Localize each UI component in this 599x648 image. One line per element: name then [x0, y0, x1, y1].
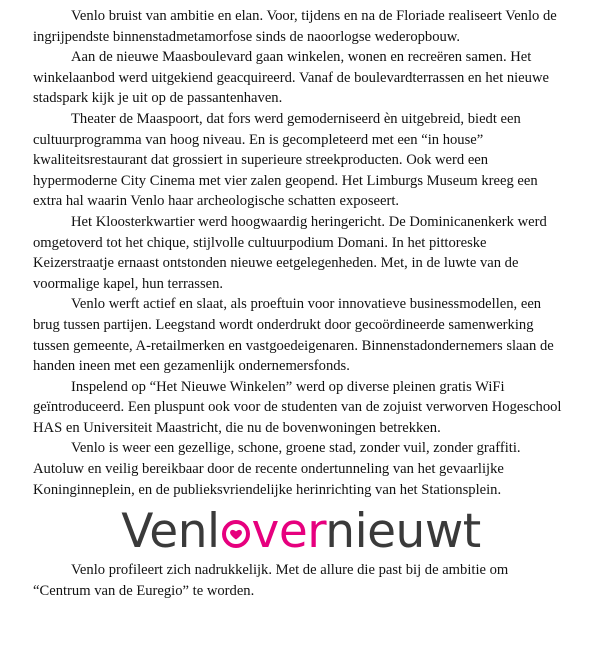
- paragraph-3: Theater de Maaspoort, dat fors werd gemoderniseerd èn uitgebreid, biedt een cultuurprogramma van hoog niveau. En is gecompleteerd met een “in house” kwaliteitsrestaurant dat grossiert in superieure streekproducten. Ook werd een hypermoderne City Cinema met vier zalen geopend. Het Limburgs Museum kreeg een extra hal waarin Venlo haar archeologische schatten exposeert.: [33, 110, 538, 210]
- logo-text-nieuwt: nieuwt: [325, 504, 481, 560]
- paragraph-4: Het Kloosterkwartier werd hoogwaardig heringericht. De Dominicanenkerk werd omgetoverd tot het chique, stijlvolle cultuurpodium Domani. In het pittoreske Keizerstraatje ernaast ontstonden nieuwe eetgelegenheden. Met, in de luwte van de voormalige kapel, hun terrassen.: [33, 213, 547, 292]
- logo-text-venl: Venl: [121, 504, 220, 560]
- venlo-vernieuwt-logo: [33, 504, 569, 560]
- paragraph-5: Venlo werft actief en slaat, als proeftuin voor innovatieve businessmodellen, een brug tussen partijen. Leegstand wordt onderdrukt door gecoördineerde samenwerking tussen gemeente, A-retailmerken en vastgoedeigenaren. Binnenstadondernemers slaan de handen ineen met een gezamenlijk ondernemersfonds.: [33, 296, 554, 375]
- paragraph-6: Inspelend op “Het Nieuwe Winkelen” werd op diverse pleinen gratis WiFi geïntroduceerd. Een pluspunt ook voor de studenten van de zojuist verworven Hogeschool HAS en Universiteit Maastricht, die nu de bovenwoningen betrekken.: [33, 378, 562, 436]
- logo-text-ver: ver: [251, 504, 326, 560]
- paragraph-2: Aan de nieuwe Maasboulevard gaan winkelen, wonen en recreëren samen. Het winkelaanbod werd uitgekiend geacquireerd. Vanaf de boulevardterrassen en het nieuwe stadspark kijk je uit op de passantenhaven.: [33, 49, 549, 107]
- heart-o-icon: [221, 519, 251, 549]
- closing-paragraph: Venlo profileert zich nadrukkelijk. Met de allure die past bij de ambitie om “Centrum van de Euregio” te worden.: [33, 562, 509, 599]
- paragraph-1: Venlo bruist van ambitie en elan. Voor, tijdens en na de Floriade realiseert Venlo de ingrijpendste binnenstadmetamorfose sinds de naoorlogse wederopbouw.: [33, 8, 557, 45]
- paragraph-7: Venlo is weer een gezellige, schone, groene stad, zonder vuil, zonder graffiti. Autoluw en veilig bereikbaar door de recente ondertunneling van het gevaarlijke Koninginneplein, en de publieksvriendelijke herinrichting van het Stationsplein.: [33, 440, 521, 498]
